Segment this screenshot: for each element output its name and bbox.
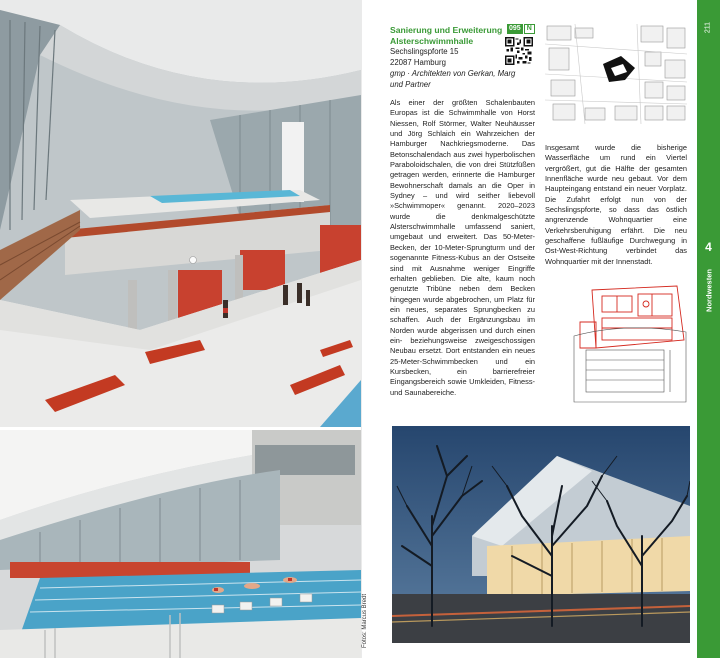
photo-exterior-night — [392, 426, 690, 643]
entry-badge — [507, 24, 535, 34]
address-city: 22087 Hamburg — [390, 57, 446, 67]
entry-number: 095 — [509, 25, 521, 32]
chapter-number: 4 — [697, 232, 720, 262]
body-text-left: Als einer der größten Schalenbauten Europas ist die Schwimmhalle von Horst Niessen, Rolf Störmer, Walter Neuhäusser und Jörg Schlaich ein Wahrzeichen der Hamburger Nachkriegsmoderne. Das Betonschalendach aus zwei hyperbolischen Paraboloidschalen, die von drei Stützfüßen getragen werden, erinnerte die Hamburger Bewohnerschaft damals an die Oper in Sydney – und wird seither liebevoll »Schwimmoper« genannt. 2020–2023 wurde die denkmalgeschützte Alsterschwimmhalle umfassend saniert, umgebaut und erweitert. Das 50-Meter-Becken, der 10-Meter-Sprungturm und der sogenannte Fitness-Kubus an der Ostseite sind mit Ausnahme weniger Eingriffe erhalten geblieben. Die alte, kaum noch genutzte Tribüne neben dem Becken hingegen wurde abgebrochen, um Platz für ein neues, separates Sprungbecken zu schaffen. Auch der Ergänzungsbau im Norden wurde abgerissen und durch einen ein- beziehungsweise zweigeschossigen Neubau ersetzt. Dort entstanden ein neues 25-Meter-Schwimmbecken und ein Kursbecken, ein barrierefreier Eingangsbereich sowie Umkleiden, Fitness- und Saunabereiche. — [390, 98, 535, 397]
entry-letter: N — [524, 24, 535, 34]
photo-pool-swimmers — [0, 430, 361, 658]
site-plan-map — [545, 24, 687, 124]
address-street: Sechslingspforte 15 — [390, 47, 459, 56]
photo-hall-interior-upper — [0, 0, 361, 427]
body-text-right: Insgesamt wurde die bisherige Wasserfläche um rund ein Viertel vergrößert, gut die Hälfte der gesamten Innenfläche wurde neu gebaut. Vor dem Haupteingang entstand ein neuer Vorplatz. Die Zufahrt erfolgt nun von der Sechslingspforte, so dass das östlich angrenzende Wohnquartier eine Verkehrsberuhigung erfährt. Die neu geschaffene fußläufige Durchwegung in Ost-West-Richtung verbindet das Wohnquartier mit der Innenstadt. — [545, 143, 687, 266]
chapter-name: Nordwesten — [704, 269, 714, 312]
entry-address — [390, 47, 520, 68]
page-number: 211 — [704, 21, 712, 34]
floor-plan — [562, 282, 692, 408]
page-gutter — [361, 0, 362, 658]
entry-architect: gmp · Architekten von Gerkan, Marg und Partner — [390, 69, 516, 89]
entry-title: Sanierung und Erweiterung Alsterschwimmhalle — [390, 25, 503, 46]
photo-credit: Fotos: Marcus Bredt — [362, 593, 368, 649]
qr-code-icon[interactable] — [505, 37, 533, 65]
